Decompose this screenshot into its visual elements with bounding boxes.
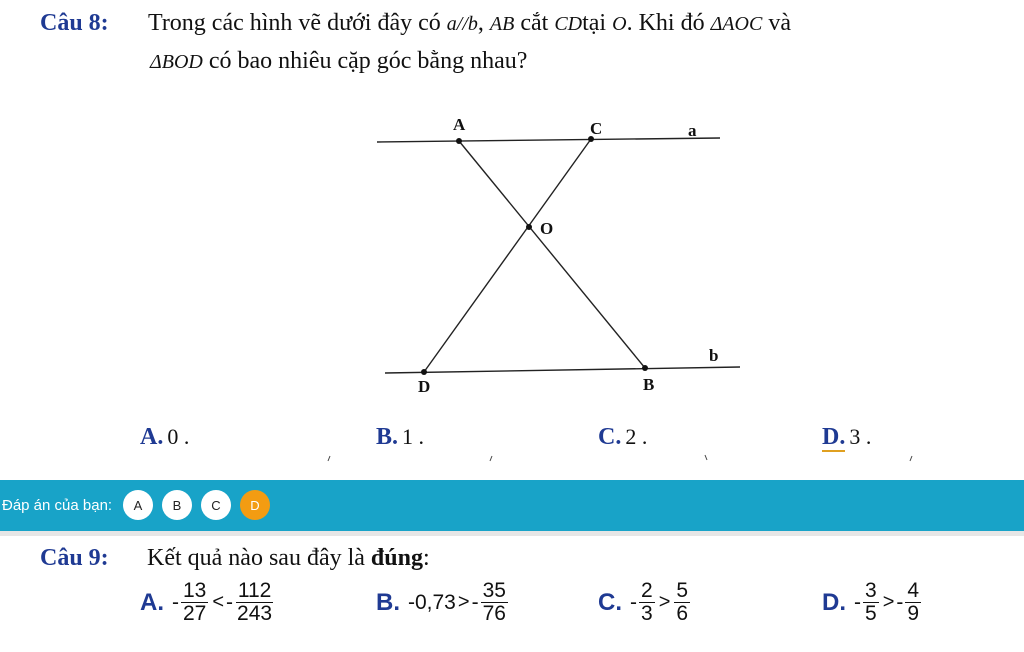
numerator: 35 xyxy=(482,579,506,602)
label-a: A xyxy=(453,115,466,134)
sign: - xyxy=(172,590,179,614)
option-letter: D. xyxy=(822,588,846,616)
denominator: 76 xyxy=(482,602,506,626)
operator: < xyxy=(212,591,225,614)
q8-comma: , xyxy=(477,10,484,36)
line-a xyxy=(377,138,720,142)
point-a xyxy=(456,138,462,144)
sign: - xyxy=(471,590,479,614)
q8-option-c[interactable] xyxy=(598,424,647,451)
fraction xyxy=(905,580,921,625)
segment-ab xyxy=(459,141,645,368)
option-letter: A. xyxy=(140,588,164,616)
option-letter: A. xyxy=(140,424,164,450)
fraction xyxy=(181,580,208,625)
label-d: D xyxy=(418,377,431,396)
option-value: 3 . xyxy=(849,424,872,449)
answer-bar-label: Đáp án của bạn: xyxy=(2,497,113,514)
denominator: 5 xyxy=(865,602,877,626)
divider xyxy=(0,531,1024,536)
denominator: 27 xyxy=(183,602,207,626)
point-d xyxy=(421,369,427,375)
fraction xyxy=(481,580,508,625)
q9-option-b[interactable] xyxy=(376,580,510,625)
option-value: 2 . xyxy=(625,424,648,449)
q9-text-part: Kết quả nào sau đây là xyxy=(147,545,365,571)
point-b xyxy=(642,365,648,371)
answer-choice-c[interactable]: C xyxy=(201,490,231,520)
label-line-b: b xyxy=(709,346,719,365)
sign: - xyxy=(854,590,861,614)
sign: - xyxy=(896,590,904,614)
question-9-number: Câu 9: xyxy=(40,545,109,571)
decorative-ticks xyxy=(0,450,1024,466)
q8-option-b[interactable] xyxy=(376,424,424,451)
label-line-a: a xyxy=(688,121,697,140)
label-b: B xyxy=(643,375,655,394)
sign: - xyxy=(226,590,234,614)
answer-choice-a[interactable]: A xyxy=(123,490,153,520)
question-9-text xyxy=(147,545,430,572)
denominator: 9 xyxy=(907,602,920,626)
q9-option-c[interactable] xyxy=(598,580,692,625)
denominator: 6 xyxy=(676,602,689,626)
q8-segment-cd: CD xyxy=(554,13,583,35)
q8-point-o: O xyxy=(612,13,627,35)
option-letter: B. xyxy=(376,424,399,450)
fraction xyxy=(639,580,655,625)
fraction xyxy=(863,580,879,625)
operator: > xyxy=(457,591,470,614)
numerator: 5 xyxy=(676,579,689,602)
q8-text-part: cắt xyxy=(520,10,549,36)
q8-text-part: . Khi đó xyxy=(626,10,705,36)
fraction xyxy=(674,580,690,625)
answer-choice-d-selected[interactable]: D xyxy=(240,490,270,520)
operator: > xyxy=(882,591,895,614)
segment-cd xyxy=(424,139,591,372)
fraction xyxy=(235,580,274,625)
numerator: 2 xyxy=(641,579,653,602)
option-letter: B. xyxy=(376,588,400,616)
denominator: 243 xyxy=(237,602,273,626)
q8-option-d[interactable] xyxy=(822,424,871,451)
operator: > xyxy=(658,591,671,614)
q8-segment-ab: AB xyxy=(489,13,515,35)
point-o xyxy=(526,224,532,230)
answer-choice-b[interactable]: B xyxy=(162,490,192,520)
q8-text-part: và xyxy=(768,10,791,36)
label-o: O xyxy=(540,219,554,238)
numerator: 13 xyxy=(183,579,207,602)
q8-option-a[interactable] xyxy=(140,424,189,451)
numerator: 3 xyxy=(865,579,877,602)
option-letter: C. xyxy=(598,588,622,616)
q8-parallel-expr: a//b xyxy=(446,13,478,35)
option-value: 1 . xyxy=(402,424,425,449)
q8-triangle-bod: ΔBOD xyxy=(150,51,203,73)
option-value: 0 . xyxy=(167,424,190,449)
label-c: C xyxy=(590,119,603,138)
q9-text-end: : xyxy=(422,545,430,571)
numerator: 4 xyxy=(907,579,920,602)
q8-text-part: Trong các hình vẽ dưới đây có xyxy=(148,10,441,36)
q8-text-part: tại xyxy=(582,10,607,36)
q9-option-a[interactable] xyxy=(140,580,276,625)
numerator: 112 xyxy=(237,579,272,602)
q9-text-bold: đúng xyxy=(370,545,423,571)
question-8-number: Câu 8: xyxy=(40,10,109,36)
q8-text-part: có bao nhiêu cặp góc bằng nhau? xyxy=(208,48,528,74)
option-letter: C. xyxy=(598,424,622,450)
denominator: 3 xyxy=(641,602,653,626)
line-b xyxy=(385,367,740,373)
q9-option-d[interactable] xyxy=(822,580,923,625)
sign: - xyxy=(630,590,637,614)
answer-bar xyxy=(0,480,1024,531)
option-letter: D. xyxy=(822,424,846,450)
lhs-value: -0,73 xyxy=(408,590,456,614)
q8-triangle-aoc: ΔAOC xyxy=(710,13,763,35)
